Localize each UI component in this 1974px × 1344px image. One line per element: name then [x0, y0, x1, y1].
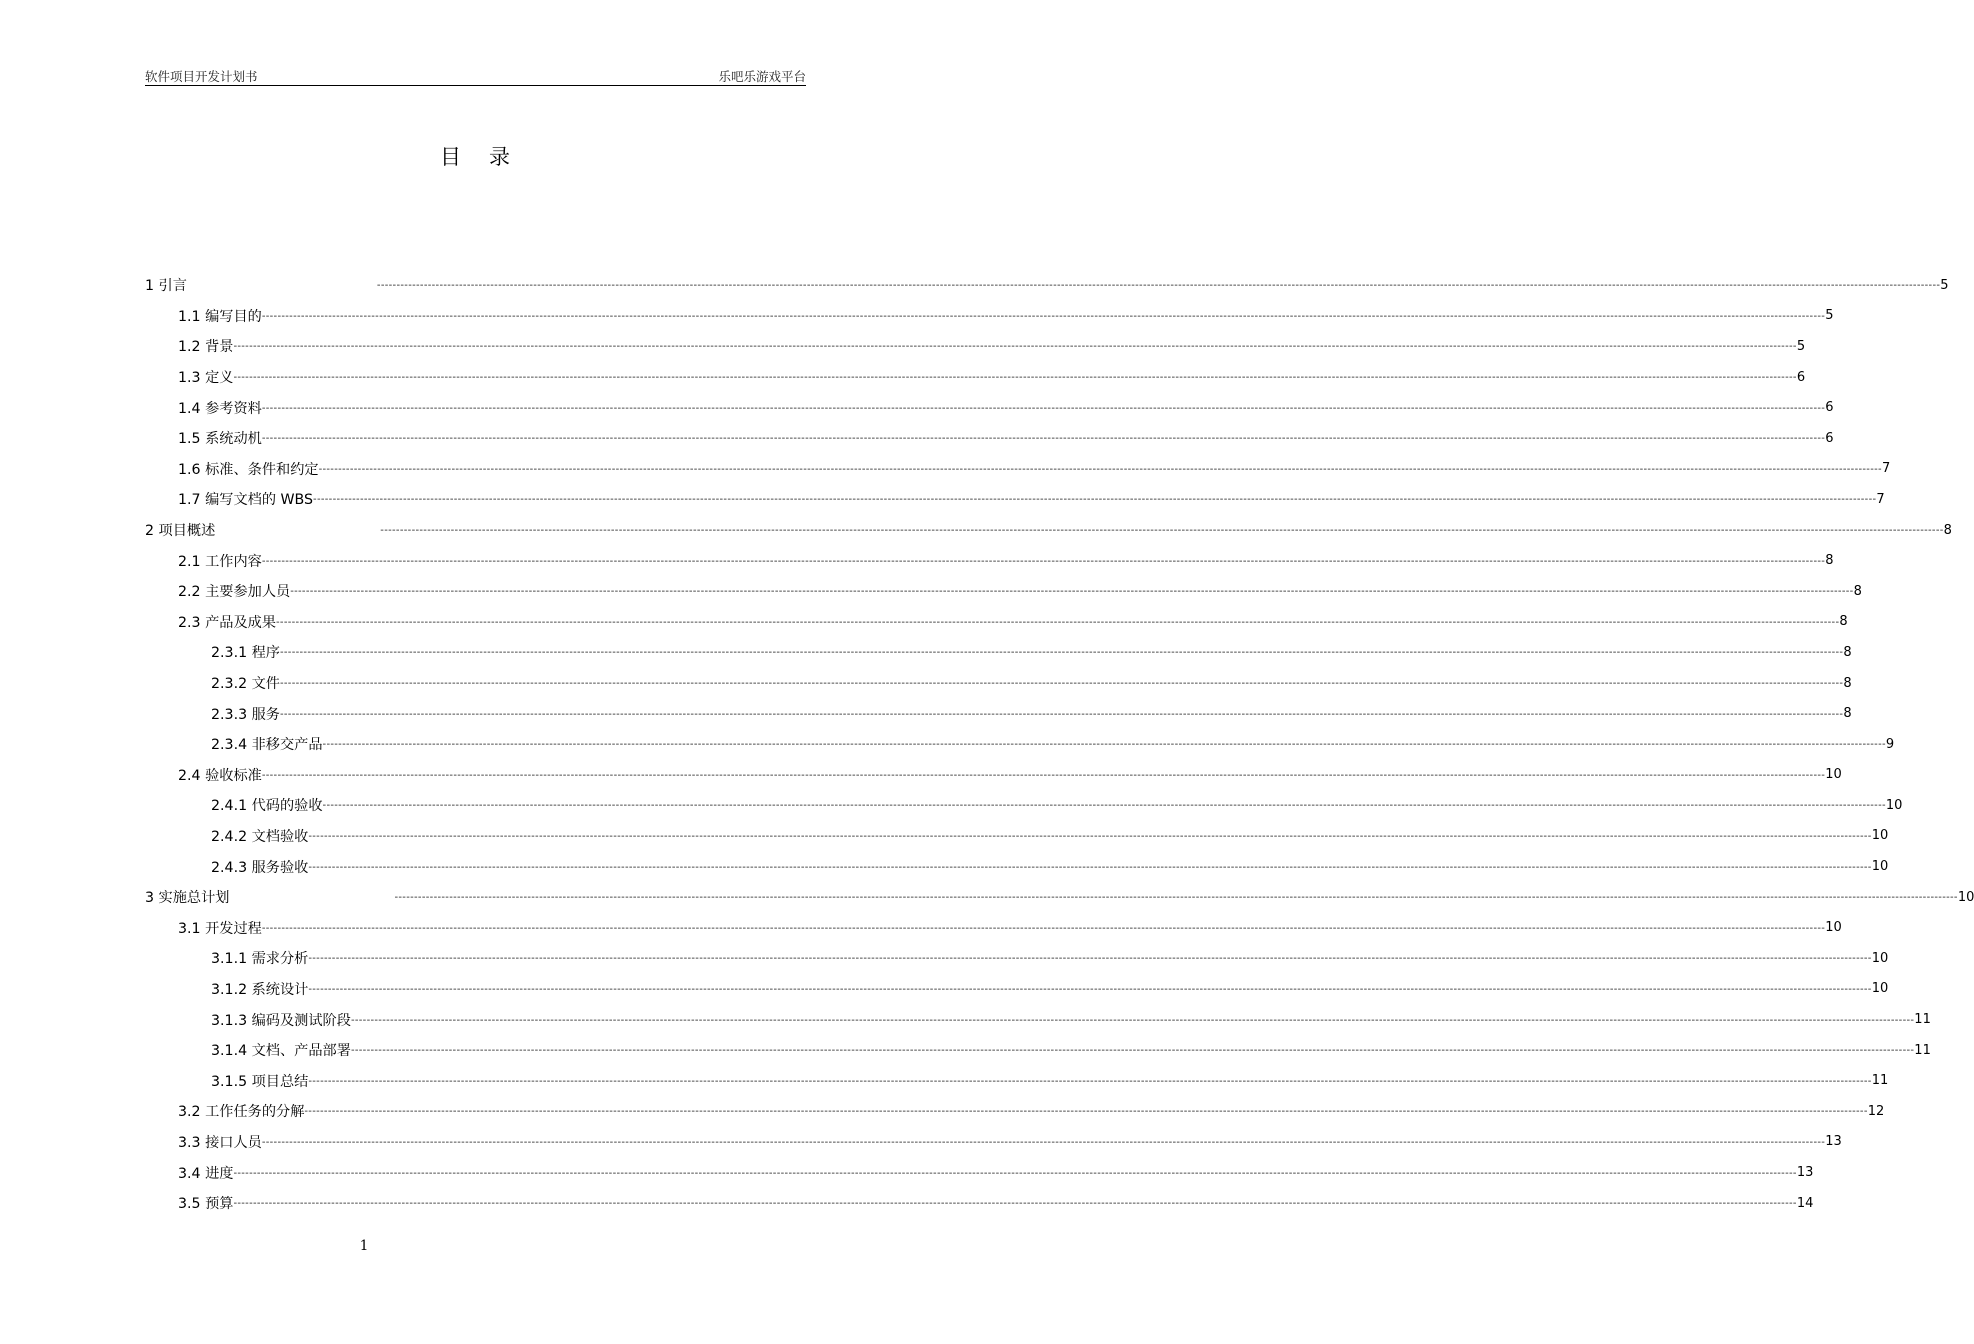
toc-leader-dashes: ---------------------------------------------------------------------------------------------------------------------------------------------------------------------------------------------------------------------------------------------------------------------------------------------------------------------------------------------------------------------------------------------------------------- — [233, 341, 1797, 353]
toc-entry[interactable] — [145, 1188, 1814, 1219]
toc-leader-dashes: ---------------------------------------------------------------------------------------------------------------------------------------------------------------------------------------------------------------------------------------------------------------------------------------------------------------------------------------------------------------------------------------------------------------- — [380, 525, 1944, 537]
toc-entry[interactable] — [145, 637, 1852, 668]
toc-entry-page: 7 — [1876, 491, 1885, 507]
toc-entry[interactable] — [145, 1035, 1931, 1066]
toc-entry[interactable] — [145, 1096, 1885, 1127]
toc-entry[interactable] — [145, 1157, 1814, 1188]
toc-leader-dashes: ---------------------------------------------------------------------------------------------------------------------------------------------------------------------------------------------------------------------------------------------------------------------------------------------------------------------------------------------------------------------------------------------------------------- — [313, 494, 1877, 506]
toc-entry[interactable] — [145, 392, 1834, 423]
toc-entry-label: 2.3.2 文件 — [211, 676, 280, 693]
toc-entry-page: 10 — [1871, 828, 1889, 844]
toc-entry[interactable] — [145, 545, 1834, 576]
toc-leader-dashes: ---------------------------------------------------------------------------------------------------------------------------------------------------------------------------------------------------------------------------------------------------------------------------------------------------------------------------------------------------------------------------------------------------------------- — [308, 983, 1872, 995]
toc-entry-page: 13 — [1796, 1165, 1814, 1181]
toc-leader-dashes: ---------------------------------------------------------------------------------------------------------------------------------------------------------------------------------------------------------------------------------------------------------------------------------------------------------------------------------------------------------------------------------------------------------------- — [261, 402, 1826, 414]
toc-entry-label: 2.3.3 服务 — [211, 706, 280, 723]
toc-entry-page: 8 — [1843, 706, 1852, 722]
toc-leader-dashes: ---------------------------------------------------------------------------------------------------------------------------------------------------------------------------------------------------------------------------------------------------------------------------------------------------------------------------------------------------------------------------------------------------------------- — [394, 892, 1958, 904]
toc-entry-page: 11 — [1871, 1073, 1889, 1089]
toc-leader-dashes: ---------------------------------------------------------------------------------------------------------------------------------------------------------------------------------------------------------------------------------------------------------------------------------------------------------------------------------------------------------------------------------------------------------------- — [233, 372, 1797, 384]
toc-leader-dashes: ---------------------------------------------------------------------------------------------------------------------------------------------------------------------------------------------------------------------------------------------------------------------------------------------------------------------------------------------------------------------------------------------------------------- — [376, 280, 1941, 292]
toc-entry-label: 2.3 产品及成果 — [178, 614, 277, 631]
toc-entry[interactable] — [145, 515, 1952, 546]
toc-entry-label: 1.3 定义 — [178, 370, 234, 387]
toc-entry[interactable] — [145, 576, 1862, 607]
toc-entry[interactable] — [145, 729, 1895, 760]
toc-entry-page: 8 — [1843, 675, 1852, 691]
toc-entry-label: 3.5 预算 — [178, 1196, 234, 1213]
toc-entry-label: 2.3.1 程序 — [211, 645, 280, 662]
toc-entry-label: 2.4.3 服务验收 — [211, 859, 309, 876]
toc-entry[interactable] — [145, 698, 1852, 729]
toc-leader-dashes: ---------------------------------------------------------------------------------------------------------------------------------------------------------------------------------------------------------------------------------------------------------------------------------------------------------------------------------------------------------------------------------------------------------------- — [261, 310, 1826, 322]
page-header — [145, 66, 806, 86]
toc-entry-label: 2.4.2 文档验收 — [211, 828, 309, 845]
toc-leader-dashes: ---------------------------------------------------------------------------------------------------------------------------------------------------------------------------------------------------------------------------------------------------------------------------------------------------------------------------------------------------------------------------------------------------------------- — [261, 922, 1826, 934]
toc-leader-dashes: ---------------------------------------------------------------------------------------------------------------------------------------------------------------------------------------------------------------------------------------------------------------------------------------------------------------------------------------------------------------------------------------------------------------- — [261, 769, 1826, 781]
toc-entry-page: 8 — [1943, 522, 1952, 538]
toc-entry-label: 1.6 标准、条件和约定 — [178, 461, 319, 478]
toc-entry[interactable] — [145, 484, 1885, 515]
toc-leader-dashes: ---------------------------------------------------------------------------------------------------------------------------------------------------------------------------------------------------------------------------------------------------------------------------------------------------------------------------------------------------------------------------------------------------------------- — [350, 1014, 1915, 1026]
toc-entry-label: 3.1 开发过程 — [178, 920, 262, 937]
toc-entry-page: 5 — [1796, 338, 1806, 354]
toc-entry-page: 6 — [1825, 430, 1834, 446]
toc-entry[interactable] — [145, 760, 1842, 791]
toc-entry-label: 3.1.5 项目总结 — [211, 1073, 309, 1090]
toc-entry[interactable] — [145, 607, 1848, 638]
toc-title: 目录 — [440, 145, 538, 169]
toc-entry-label: 2.4 验收标准 — [178, 767, 262, 784]
toc-leader-dashes: ---------------------------------------------------------------------------------------------------------------------------------------------------------------------------------------------------------------------------------------------------------------------------------------------------------------------------------------------------------------------------------------------------------------- — [308, 861, 1872, 873]
toc-leader-dashes: ---------------------------------------------------------------------------------------------------------------------------------------------------------------------------------------------------------------------------------------------------------------------------------------------------------------------------------------------------------------------------------------------------------------- — [350, 1045, 1915, 1057]
toc-entry-label: 3.1.4 文档、产品部署 — [211, 1043, 351, 1060]
toc-entry-label: 3.4 进度 — [178, 1165, 234, 1182]
toc-entry-page: 14 — [1796, 1195, 1814, 1211]
toc-entry[interactable] — [145, 1004, 1931, 1035]
toc-entry[interactable] — [145, 821, 1889, 852]
toc-leader-dashes: ---------------------------------------------------------------------------------------------------------------------------------------------------------------------------------------------------------------------------------------------------------------------------------------------------------------------------------------------------------------------------------------------------------------- — [261, 555, 1826, 567]
toc-entry-label: 3.1.3 编码及测试阶段 — [211, 1012, 351, 1029]
toc-leader-dashes: ---------------------------------------------------------------------------------------------------------------------------------------------------------------------------------------------------------------------------------------------------------------------------------------------------------------------------------------------------------------------------------------------------------------- — [308, 830, 1872, 842]
toc-leader-dashes: ---------------------------------------------------------------------------------------------------------------------------------------------------------------------------------------------------------------------------------------------------------------------------------------------------------------------------------------------------------------------------------------------------------------- — [304, 1106, 1868, 1118]
toc-leader-dashes: ---------------------------------------------------------------------------------------------------------------------------------------------------------------------------------------------------------------------------------------------------------------------------------------------------------------------------------------------------------------------------------------------------------------- — [318, 463, 1882, 475]
toc-entry-page: 11 — [1914, 1012, 1931, 1028]
toc-entry[interactable] — [145, 668, 1852, 699]
table-of-contents — [145, 270, 1974, 1218]
toc-entry-page: 10 — [1825, 920, 1842, 936]
toc-entry-page: 6 — [1825, 400, 1834, 416]
toc-entry-page: 7 — [1881, 461, 1891, 477]
toc-entry[interactable] — [145, 882, 1974, 913]
toc-entry[interactable] — [145, 1065, 1889, 1096]
toc-entry-label: 3.2 工作任务的分解 — [178, 1104, 305, 1121]
toc-entry-label: 3.1.2 系统设计 — [211, 981, 309, 998]
toc-entry-page: 10 — [1957, 889, 1974, 905]
toc-entry-page: 6 — [1796, 369, 1806, 385]
toc-entry-label: 3.1.1 需求分析 — [211, 951, 309, 968]
header-project-name: 乐吧乐游戏平台 — [718, 69, 806, 84]
toc-entry-page: 8 — [1825, 553, 1834, 569]
toc-entry-label: 1.2 背景 — [178, 339, 234, 356]
toc-entry[interactable] — [145, 790, 1903, 821]
toc-entry-label: 1.1 编写目的 — [178, 308, 262, 325]
toc-entry-label: 3.3 接口人员 — [178, 1134, 262, 1151]
toc-entry-label: 1.5 系统动机 — [178, 431, 262, 448]
toc-leader-dashes: ---------------------------------------------------------------------------------------------------------------------------------------------------------------------------------------------------------------------------------------------------------------------------------------------------------------------------------------------------------------------------------------------------------------- — [322, 800, 1886, 812]
toc-leader-dashes: ---------------------------------------------------------------------------------------------------------------------------------------------------------------------------------------------------------------------------------------------------------------------------------------------------------------------------------------------------------------------------------------------------------------- — [233, 1198, 1797, 1210]
toc-leader-dashes: ---------------------------------------------------------------------------------------------------------------------------------------------------------------------------------------------------------------------------------------------------------------------------------------------------------------------------------------------------------------------------------------------------------------- — [279, 647, 1844, 659]
toc-leader-dashes: ---------------------------------------------------------------------------------------------------------------------------------------------------------------------------------------------------------------------------------------------------------------------------------------------------------------------------------------------------------------------------------------------------------------- — [290, 586, 1854, 598]
toc-entry-page: 10 — [1825, 767, 1842, 783]
toc-leader-dashes: ---------------------------------------------------------------------------------------------------------------------------------------------------------------------------------------------------------------------------------------------------------------------------------------------------------------------------------------------------------------------------------------------------------------- — [233, 1167, 1797, 1179]
toc-entry-label: 1.4 参考资料 — [178, 400, 262, 417]
toc-entry[interactable] — [145, 331, 1806, 362]
toc-entry[interactable] — [145, 454, 1891, 485]
toc-entry[interactable] — [145, 270, 1949, 301]
toc-entry-label: 1 引言 — [145, 278, 187, 295]
toc-entry-page: 10 — [1871, 859, 1889, 875]
toc-entry[interactable] — [145, 362, 1806, 393]
toc-entry[interactable] — [145, 943, 1889, 974]
toc-entry-page: 8 — [1839, 614, 1848, 630]
toc-entry-page: 12 — [1867, 1103, 1885, 1119]
toc-leader-dashes: ---------------------------------------------------------------------------------------------------------------------------------------------------------------------------------------------------------------------------------------------------------------------------------------------------------------------------------------------------------------------------------------------------------------- — [276, 616, 1840, 628]
toc-entry-page: 13 — [1825, 1134, 1842, 1150]
toc-leader-dashes: ---------------------------------------------------------------------------------------------------------------------------------------------------------------------------------------------------------------------------------------------------------------------------------------------------------------------------------------------------------------------------------------------------------------- — [279, 708, 1844, 720]
toc-leader-dashes: ---------------------------------------------------------------------------------------------------------------------------------------------------------------------------------------------------------------------------------------------------------------------------------------------------------------------------------------------------------------------------------------------------------------- — [308, 1075, 1872, 1087]
header-doc-title: 软件项目开发计划书 — [145, 69, 258, 84]
toc-leader-dashes: ---------------------------------------------------------------------------------------------------------------------------------------------------------------------------------------------------------------------------------------------------------------------------------------------------------------------------------------------------------------------------------------------------------------- — [261, 1136, 1826, 1148]
toc-entry[interactable] — [145, 851, 1889, 882]
toc-entry-label: 3 实施总计划 — [145, 890, 230, 907]
toc-entry-page: 10 — [1871, 950, 1889, 966]
toc-entry-page: 8 — [1843, 644, 1852, 660]
toc-entry[interactable] — [145, 912, 1842, 943]
toc-entry-label: 2.3.4 非移交产品 — [211, 737, 323, 754]
toc-leader-dashes: ---------------------------------------------------------------------------------------------------------------------------------------------------------------------------------------------------------------------------------------------------------------------------------------------------------------------------------------------------------------------------------------------------------------- — [322, 739, 1886, 751]
toc-entry-label: 2.4.1 代码的验收 — [211, 798, 323, 815]
toc-entry-label: 2 项目概述 — [145, 523, 216, 540]
toc-entry[interactable] — [145, 1127, 1842, 1158]
toc-entry-page: 10 — [1885, 797, 1903, 813]
toc-entry-label: 1.7 编写文档的 WBS — [178, 492, 314, 509]
toc-entry-page: 5 — [1940, 277, 1949, 293]
page-number: 1 — [359, 1238, 369, 1254]
toc-leader-dashes: ---------------------------------------------------------------------------------------------------------------------------------------------------------------------------------------------------------------------------------------------------------------------------------------------------------------------------------------------------------------------------------------------------------------- — [308, 953, 1872, 965]
toc-entry-page: 8 — [1853, 583, 1862, 599]
toc-entry[interactable] — [145, 423, 1834, 454]
toc-entry-page: 10 — [1871, 981, 1889, 997]
toc-entry-label: 2.1 工作内容 — [178, 553, 262, 570]
toc-entry-page: 9 — [1885, 736, 1895, 752]
toc-entry[interactable] — [145, 974, 1889, 1005]
toc-entry-page: 11 — [1914, 1042, 1931, 1058]
toc-entry-page: 5 — [1825, 308, 1834, 324]
toc-entry-label: 2.2 主要参加人员 — [178, 584, 291, 601]
toc-entry[interactable] — [145, 301, 1834, 332]
toc-leader-dashes: ---------------------------------------------------------------------------------------------------------------------------------------------------------------------------------------------------------------------------------------------------------------------------------------------------------------------------------------------------------------------------------------------------------------- — [261, 433, 1826, 445]
toc-leader-dashes: ---------------------------------------------------------------------------------------------------------------------------------------------------------------------------------------------------------------------------------------------------------------------------------------------------------------------------------------------------------------------------------------------------------------- — [279, 678, 1844, 690]
